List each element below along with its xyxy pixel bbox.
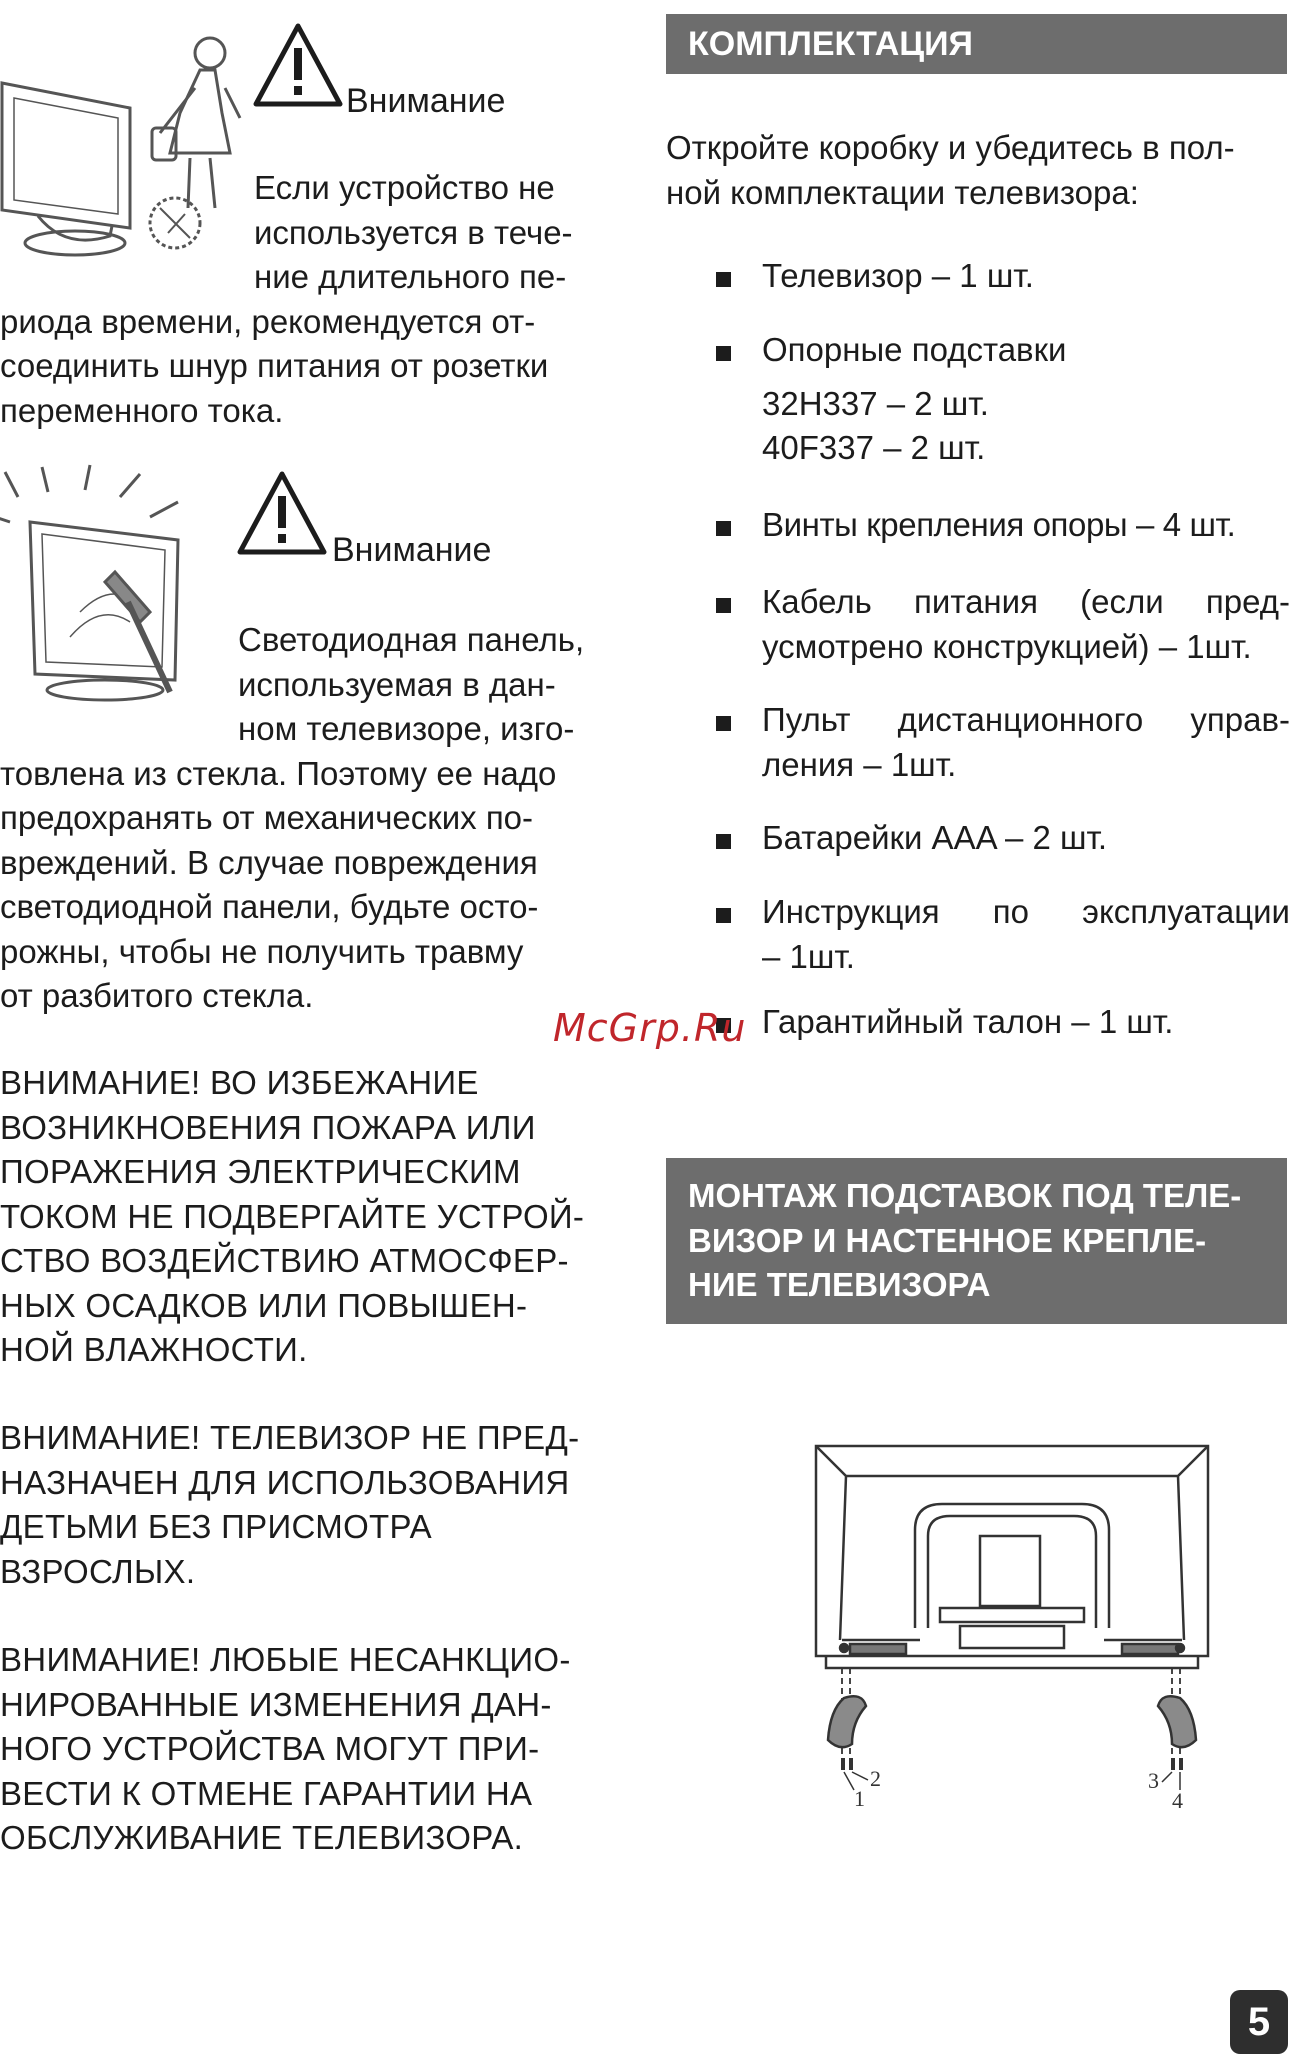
text-line: предохранять от механических по- <box>0 799 534 836</box>
text-line: ние длительного пе- <box>254 258 567 295</box>
watermark: McGrp.Ru <box>553 1006 747 1050</box>
page-number: 5 <box>1230 1990 1288 2054</box>
item-line: Гарантийный талон – 1 шт. <box>762 1003 1174 1040</box>
warning-label: Внимание <box>346 82 506 120</box>
text-line: Если устройство не <box>254 169 555 206</box>
warning-triangle-icon <box>252 22 344 108</box>
text-line: ной комплектации телевизора: <box>666 173 1139 211</box>
text-line: товлена из стекла. Поэтому ее надо <box>0 754 557 792</box>
screw-label: 2 <box>870 1766 881 1791</box>
text-line: ОБСЛУЖИВАНИЕ ТЕЛЕВИЗОРА. <box>0 1819 524 1856</box>
warning-text-unplug <box>0 166 620 433</box>
item-line: Пульт дистанционного управ- <box>762 701 1290 738</box>
text-line: НАЗНАЧЕН ДЛЯ ИСПОЛЬЗОВАНИЯ <box>0 1463 570 1501</box>
caution-warranty <box>0 1638 620 1861</box>
item-line: 32H337 – 2 шт. <box>762 384 989 422</box>
item-line: Кабель питания (если пред- <box>762 583 1290 620</box>
text-line: ВНИМАНИЕ! ВО ИЗБЕЖАНИЕ <box>0 1064 479 1101</box>
bullet-icon <box>716 521 731 536</box>
screw-label: 3 <box>1148 1768 1159 1793</box>
text-line: используемая в дан- <box>238 665 556 703</box>
text-line: Светодиодная панель, <box>238 621 585 658</box>
section-header-mount <box>666 1158 1287 1324</box>
text-line: ПОРАЖЕНИЯ ЭЛЕКТРИЧЕСКИМ <box>0 1153 521 1190</box>
screw-label: 4 <box>1172 1788 1183 1810</box>
bullet-icon <box>716 598 731 613</box>
text-line: ВЕСТИ К ОТМЕНЕ ГАРАНТИИ НА <box>0 1774 533 1812</box>
text-line: СТВО ВОЗДЕЙСТВИЮ АТМОСФЕР- <box>0 1242 569 1279</box>
item-line: ления – 1шт. <box>762 745 957 783</box>
text-line: соединить шнур питания от розетки <box>0 347 549 384</box>
warning-text-glass <box>0 618 620 1019</box>
text-line: НОГО УСТРОЙСТВА МОГУТ ПРИ- <box>0 1730 540 1767</box>
bullet-icon <box>716 346 731 361</box>
bullet-icon <box>716 834 731 849</box>
text-line: НИРОВАННЫЕ ИЗМЕНЕНИЯ ДАН- <box>0 1685 552 1723</box>
section-header-kit: КОМПЛЕКТАЦИЯ <box>666 14 1287 74</box>
bullet-icon <box>716 272 731 287</box>
item-line: Телевизор – 1 шт. <box>762 257 1034 294</box>
item-line: Батарейки AAA – 2 шт. <box>762 819 1108 856</box>
text-line: рожны, чтобы не получить травму <box>0 932 524 970</box>
text-line: НОЙ ВЛАЖНОСТИ. <box>0 1331 308 1368</box>
text-line: ТОКОМ НЕ ПОДВЕРГАЙТЕ УСТРОЙ- <box>0 1197 585 1235</box>
header-line: МОНТАЖ ПОДСТАВОК ПОД ТЕЛЕ- <box>688 1177 1242 1214</box>
text-line: от разбитого стекла. <box>0 977 314 1014</box>
text-line: ВНИМАНИЕ! ЛЮБЫЕ НЕСАНКЦИО- <box>0 1641 571 1678</box>
bullet-icon <box>716 908 731 923</box>
text-line: вреждений. В случае повреждения <box>0 843 538 881</box>
item-line: Опорные подставки <box>762 331 1067 368</box>
item-line: 40F337 – 2 шт. <box>762 429 986 466</box>
item-line: Винты крепления опоры – 4 шт. <box>762 506 1236 543</box>
text-line: Откройте коробку и убедитесь в пол- <box>666 129 1235 166</box>
item-line: – 1шт. <box>762 937 855 975</box>
text-line: ном телевизоре, изго- <box>238 710 575 747</box>
text-line: ДЕТЬМИ БЕЗ ПРИСМОТРА <box>0 1508 432 1545</box>
tv-stand-mount-diagram <box>810 1440 1220 1810</box>
screw-label: 1 <box>854 1786 865 1810</box>
item-line: усмотрено конструкцией) – 1шт. <box>762 627 1252 665</box>
text-line: НЫХ ОСАДКОВ ИЛИ ПОВЫШЕН- <box>0 1286 528 1324</box>
item-line: Инструкция по эксплуатации <box>762 893 1290 930</box>
caution-moisture <box>0 1061 620 1373</box>
text-line: ВЗРОСЛЫХ. <box>0 1552 196 1590</box>
header-line: НИЕ ТЕЛЕВИЗОРА <box>688 1266 991 1303</box>
warning-label: Внимание <box>332 531 492 569</box>
text-line: ВНИМАНИЕ! ТЕЛЕВИЗОР НЕ ПРЕД- <box>0 1419 580 1456</box>
header-line: ВИЗОР И НАСТЕННОЕ КРЕПЛЕ- <box>688 1221 1207 1259</box>
text-line: ВОЗНИКНОВЕНИЯ ПОЖАРА ИЛИ <box>0 1108 536 1146</box>
text-line: переменного тока. <box>0 391 284 429</box>
bullet-icon <box>716 716 731 731</box>
text-line: используется в тече- <box>254 213 573 251</box>
warning-triangle-icon <box>236 470 328 556</box>
text-line: светодиодной панели, будьте осто- <box>0 888 539 925</box>
caution-children <box>0 1416 620 1594</box>
kit-list <box>666 0 1290 1080</box>
text-line: риода времени, рекомендуется от- <box>0 302 536 340</box>
